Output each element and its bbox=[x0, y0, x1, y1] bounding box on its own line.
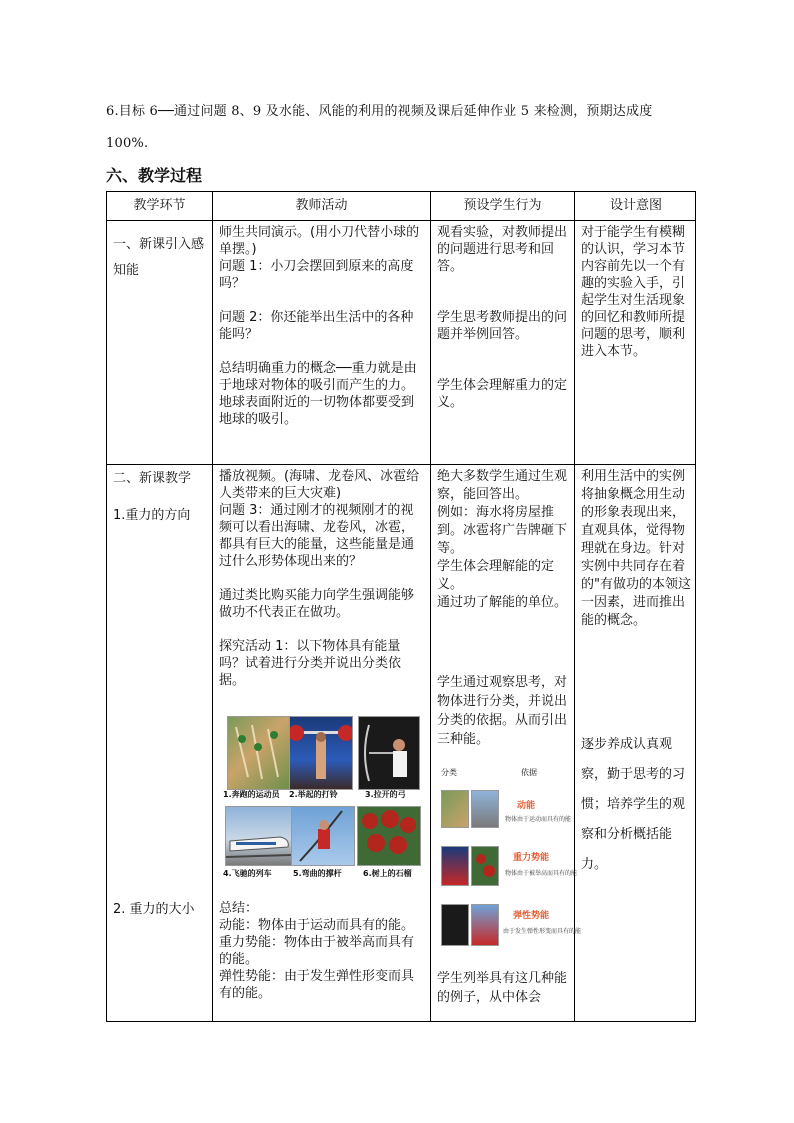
row2-teacher-p1: 播放视频。(海啸、龙卷风、冰雹给人类带来的巨大灾难) bbox=[219, 469, 420, 501]
caption-3: 3.拉开的弓 bbox=[365, 790, 406, 799]
mini-title-kinetic: 动能 bbox=[517, 801, 536, 811]
row1-teacher-p1: 师生共同演示。(用小刀代替小球的单摆。) bbox=[219, 225, 420, 257]
caption-5: 5.弯曲的撑杆 bbox=[293, 869, 342, 878]
mini-image-pole bbox=[471, 904, 499, 946]
row1-teacher bbox=[219, 224, 425, 428]
row2-stage-title: 二、新课教学 bbox=[113, 471, 192, 486]
caption-2: 2.举起的打铃 bbox=[289, 790, 338, 799]
mini-title-gravitational: 重力势能 bbox=[513, 853, 550, 863]
mini-header-basis: 依据 bbox=[521, 768, 537, 777]
header-intent: 设计意图 bbox=[609, 198, 662, 213]
row1-teacher-p2: 问题 1：小刀会摆回到原来的高度吗？ bbox=[219, 259, 414, 291]
mini-image-lifter bbox=[441, 846, 469, 886]
mini-title-elastic: 弹性势能 bbox=[513, 911, 550, 921]
header-teacher: 教师活动 bbox=[295, 198, 348, 213]
teaching-process-table bbox=[106, 191, 696, 1022]
mini-desc-elastic: 由于发生弹性形变而具有的能 bbox=[503, 928, 582, 935]
row2-intent-b: 逐步养成认真观察，勤于思考的习惯；培养学生的观察和分析概括能力。 bbox=[581, 737, 686, 872]
image-weightlifter bbox=[289, 716, 353, 790]
row2-teacher bbox=[219, 468, 425, 689]
row1-student-p1: 观看实验，对教师提出的问题进行思考和回答。 bbox=[437, 225, 568, 274]
image-train bbox=[225, 806, 293, 866]
row2-student-c: 学生列举具有这几种能的例子，从中体会 bbox=[437, 971, 568, 1005]
row2-stage-sub2: 2. 重力的大小 bbox=[113, 902, 195, 917]
row2-teacher-p3: 通过类比购买能力向学生强调能够做功不代表正在做功。 bbox=[219, 588, 415, 620]
row2-student-a4: 通过功了解能的单位。 bbox=[437, 595, 568, 610]
column-divider bbox=[212, 192, 213, 1021]
caption-6: 6.树上的石榴 bbox=[363, 869, 412, 878]
row1-teacher-p3: 问题 2：你还能举出生活中的各种能吗？ bbox=[219, 310, 414, 342]
summary-title: 总结： bbox=[219, 901, 259, 916]
summary-gravitational: 重力势能：物体由于被举高而具有的能。 bbox=[219, 935, 415, 967]
row2-student-a2: 例如：海水将房屋推到。冰雹将广告牌砸下等。 bbox=[437, 505, 568, 556]
row1-intent: 对于能学生有模糊的认识，学习本节内容前先以一个有趣的实验入手，引起学生对生活现象的回忆和教师所提问题的思考，顺利进入本节。 bbox=[581, 225, 686, 359]
summary-kinetic: 动能：物体由于运动而具有的能。 bbox=[219, 918, 415, 933]
header-student: 预设学生行为 bbox=[463, 198, 542, 213]
row2-teacher-p2: 问题 3：通过刚才的视频刚才的视频可以看出海啸、龙卷风，冰雹，都具有巨大的能量，这些能量是通过什么形势体现出来的？ bbox=[219, 503, 415, 569]
caption-1: 1.奔跑的运动员 bbox=[223, 790, 280, 799]
intro-paragraph-line2: 100%. bbox=[106, 136, 149, 151]
row2-stage-sub1: 1.重力的方向 bbox=[113, 508, 191, 523]
mini-header-class: 分类 bbox=[441, 768, 457, 777]
intro-paragraph-line1: 6.目标 6──通过问题 8、9 及水能、风能的利用的视频及课后延伸作业 5 来检测，预期达成度 bbox=[106, 104, 653, 119]
row1-teacher-p4: 总结明确重力的概念──重力就是由于地球对物体的吸引而产生的力。地球表面附近的一切物体都要受到地球的吸引。 bbox=[219, 361, 417, 427]
caption-4: 4.飞驰的列车 bbox=[223, 869, 272, 878]
mini-image-bow bbox=[441, 904, 469, 946]
row2-student-a3: 学生体会理解能的定义。 bbox=[437, 559, 555, 592]
row-divider bbox=[107, 220, 695, 221]
image-archer bbox=[358, 716, 420, 790]
image-pole-vault bbox=[291, 806, 355, 866]
header-stage: 教学环节 bbox=[133, 198, 186, 213]
row1-stage: 一、新课引入感知能 bbox=[113, 237, 205, 278]
column-divider bbox=[574, 192, 575, 1021]
row1-student bbox=[437, 224, 570, 411]
mini-desc-kinetic: 物体由于运动而具有的能 bbox=[505, 816, 572, 823]
row2-student-a bbox=[437, 468, 571, 612]
column-divider bbox=[430, 192, 431, 1021]
mini-image-runner bbox=[441, 790, 469, 828]
row1-student-p3: 学生体会理解重力的定义。 bbox=[437, 378, 568, 410]
summary-elastic: 弹性势能：由于发生弹性形变而具有的能。 bbox=[219, 969, 415, 1001]
row1-student-p2: 学生思考教师提出的问题并举例回答。 bbox=[437, 310, 568, 342]
row2-student-b: 学生通过观察思考，对物体进行分类，并说出分类的依据。从而引出三种能。 bbox=[437, 675, 568, 747]
row2-student-a1: 绝大多数学生通过生观察，能回答出。 bbox=[437, 469, 568, 502]
mini-image-pomegranate bbox=[471, 846, 499, 886]
image-running-athletes bbox=[227, 716, 291, 790]
row-divider bbox=[107, 464, 695, 465]
row2-teacher-p4: 探究活动 1：以下物体具有能量吗？试着进行分类并说出分类依据。 bbox=[219, 639, 402, 688]
mini-image-train bbox=[471, 790, 499, 828]
image-pomegranates bbox=[357, 806, 421, 866]
section-heading: 六、教学过程 bbox=[106, 166, 203, 185]
mini-desc-gravitational: 物体由于被举高而具有的能 bbox=[505, 870, 578, 877]
row2-intent-a: 利用生活中的实例将抽象概念用生动的形象表现出来，直观具体，觉得物理就在身边。针对实例中共同存在着的"有做功的本领这一因素，进而推出能的概念。 bbox=[581, 469, 691, 628]
row2-summary bbox=[219, 900, 425, 1002]
